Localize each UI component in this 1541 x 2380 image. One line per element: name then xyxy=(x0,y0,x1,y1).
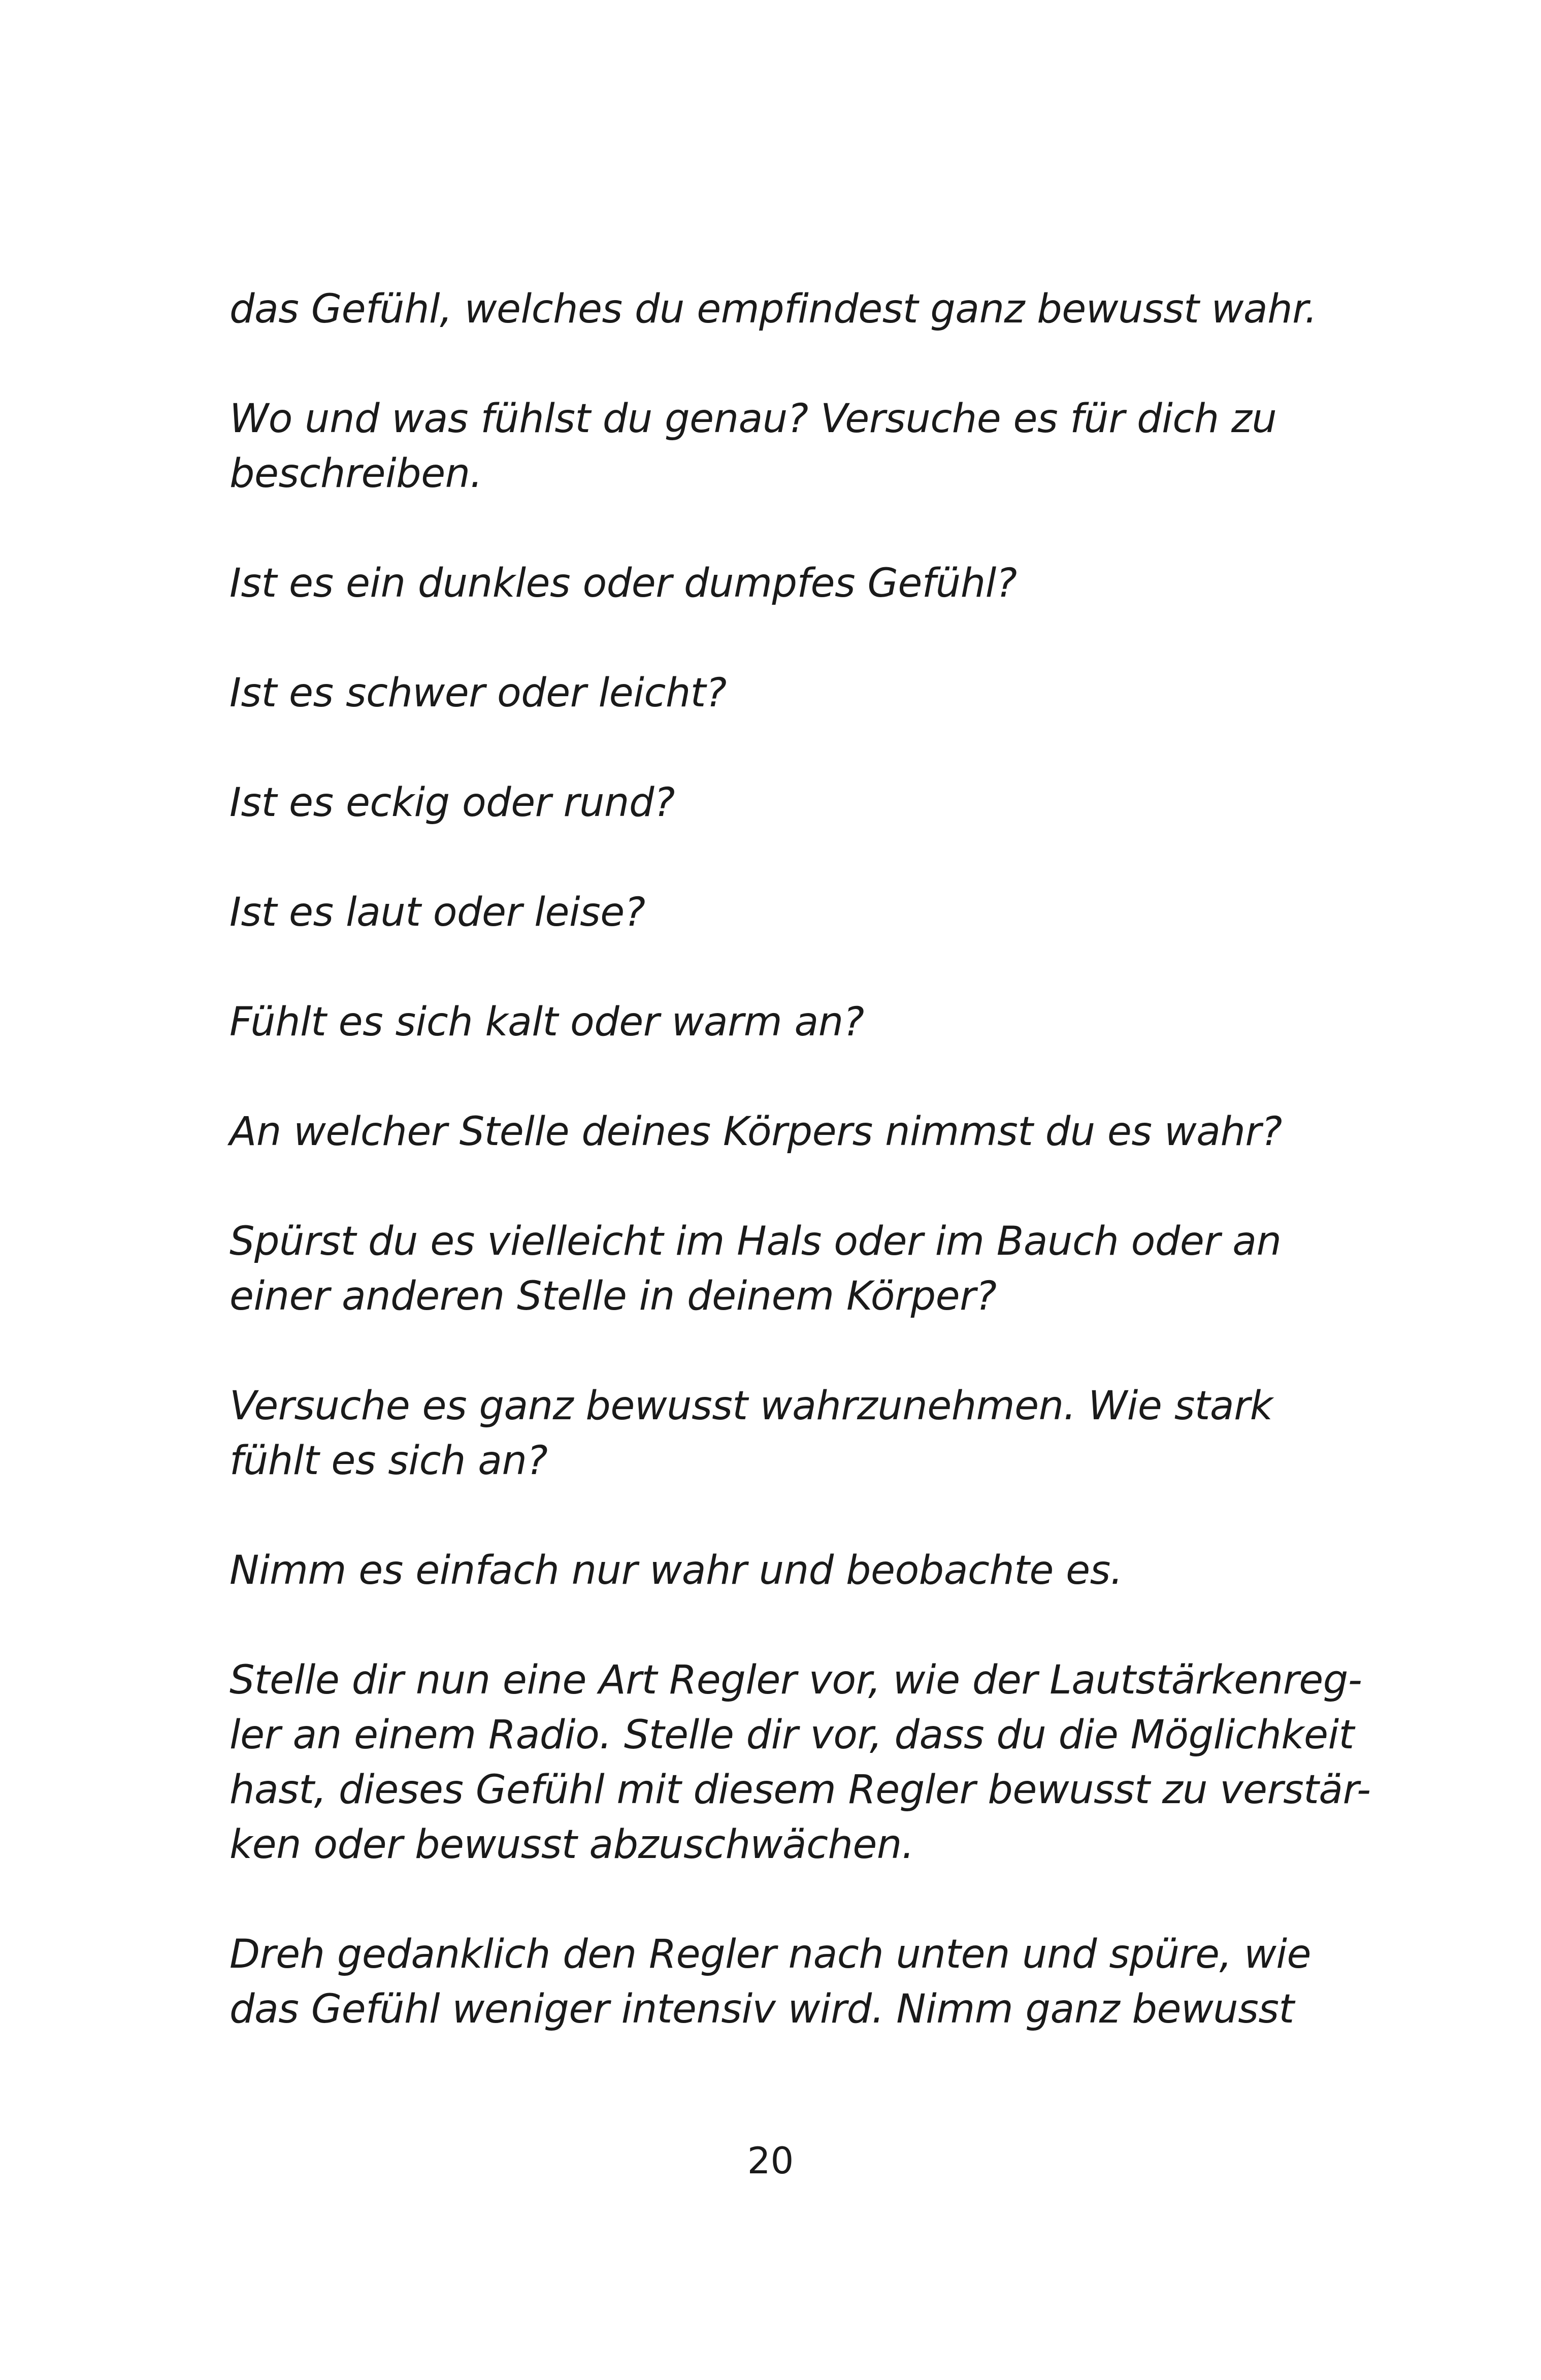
text-line: einer anderen Stelle in deinem Körper? xyxy=(229,1274,997,1319)
paragraph xyxy=(229,666,1296,721)
text-line: Wo und was fühlst du genau? Versuche es für dich zu xyxy=(229,396,1277,442)
text-line: Dreh gedanklich den Regler nach unten und spüre, wie xyxy=(229,1932,1312,1977)
text-line: Nimm es einfach nur wahr und beobachte es. xyxy=(229,1548,1123,1593)
paragraph xyxy=(229,1927,1312,2037)
text-line: Ist es eckig oder rund? xyxy=(229,780,675,826)
text-line: fühlt es sich an? xyxy=(229,1438,548,1484)
paragraph xyxy=(229,995,1296,1050)
paragraph xyxy=(229,282,1317,337)
page-number: 20 xyxy=(747,2139,794,2182)
paragraph xyxy=(229,556,1296,611)
text-line: Ist es schwer oder leicht? xyxy=(229,670,727,716)
text-line: Versuche es ganz bewusst wahrzunehmen. Wie stark xyxy=(229,1383,1273,1429)
paragraph xyxy=(229,1543,1296,1598)
paragraph xyxy=(229,1104,1296,1159)
text-line: beschreiben. xyxy=(229,451,482,497)
text-line: Ist es ein dunkles oder dumpfes Gefühl? xyxy=(229,561,1017,606)
text-line: Ist es laut oder leise? xyxy=(229,890,645,935)
text-line: An welcher Stelle deines Körpers nimmst du es wahr? xyxy=(229,1109,1282,1155)
text-line: Spürst du es vielleicht im Hals oder im Bauch oder an xyxy=(229,1219,1282,1264)
text-line: Stelle dir nun eine Art Regler vor, wie der Lautstärkenreg- xyxy=(229,1657,1362,1703)
paragraph xyxy=(229,1379,1296,1488)
text-line: ken oder bewusst abzuschwächen. xyxy=(229,1822,914,1868)
text-line: hast, dieses Gefühl mit diesem Regler bewusst zu verstär- xyxy=(229,1767,1371,1813)
paragraph xyxy=(229,392,1296,501)
text-line: das Gefühl, welches du empfindest ganz bewusst wahr. xyxy=(229,286,1317,332)
body-text xyxy=(229,282,1371,2037)
paragraph xyxy=(229,1653,1371,1872)
text-line: Fühlt es sich kalt oder warm an? xyxy=(229,999,864,1045)
text-line: das Gefühl weniger intensiv wird. Nimm ganz bewusst xyxy=(229,1986,1294,2032)
text-line: ler an einem Radio. Stelle dir vor, dass du die Möglichkeit xyxy=(229,1712,1354,1758)
paragraph xyxy=(229,775,1296,830)
paragraph xyxy=(229,1214,1296,1324)
paragraph xyxy=(229,885,1296,940)
